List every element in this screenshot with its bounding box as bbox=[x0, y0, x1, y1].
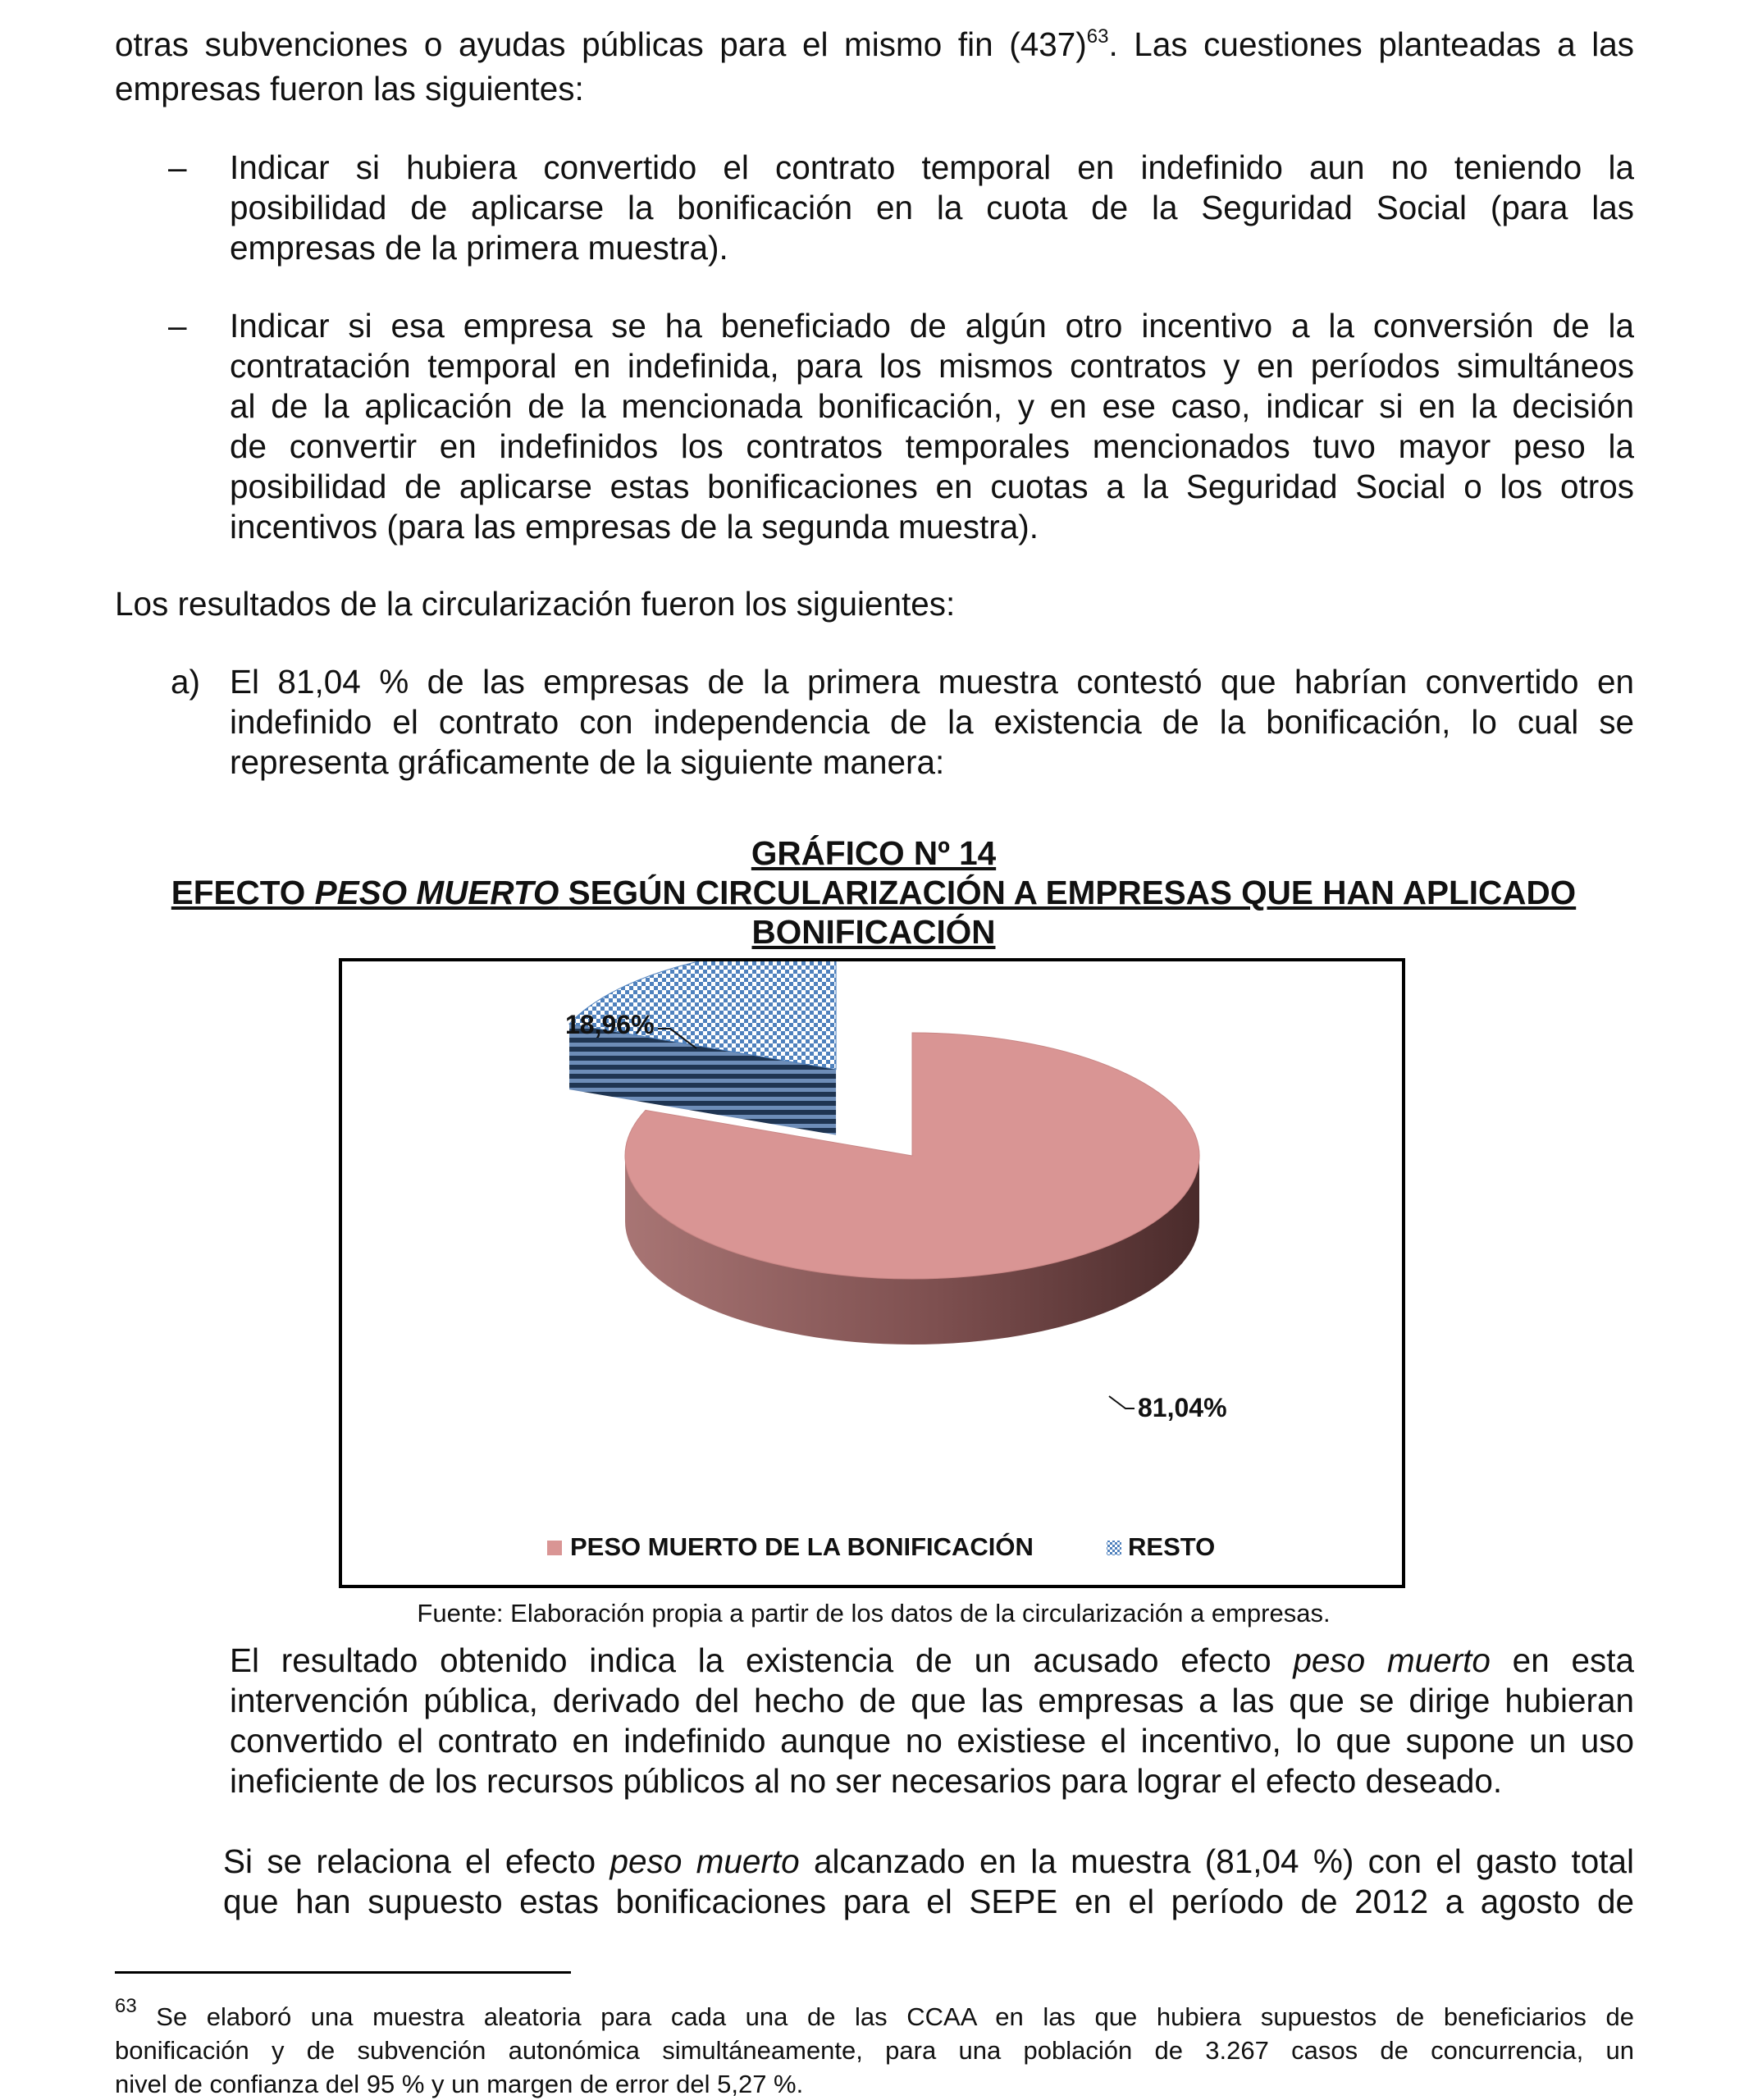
label-peso-muerto: 81,04% bbox=[1138, 1393, 1227, 1422]
intro-line-1: otras subvenciones o ayudas públicas para el mismo fin $(437)^{63}$. Las cuestiones planteadas a las bbox=[115, 25, 1634, 63]
para1-line-2: intervención pública, derivado del hecho de que las empresas a las que se dirige hubieran bbox=[230, 1682, 1634, 1719]
pie-chart-svg bbox=[342, 961, 1402, 1585]
chart-source: Fuente: Elaboración propia a partir de los datos de la circularización a empresas. bbox=[417, 1599, 1331, 1628]
bullet-2-line-2: contratación temporal en indefinida, para los mismos contratos y en períodos simultáneos bbox=[230, 347, 1634, 385]
chart-title-line-3: BONIFICACIÓN bbox=[751, 913, 996, 951]
item-a-line-2: indefinido el contrato con independencia de la existencia de la bonificación, lo cual se bbox=[230, 703, 1634, 741]
legend-label-peso-muerto: PESO MUERTO DE LA BONIFICACIÓN bbox=[570, 1532, 1034, 1561]
bullet-1-line-1: Indicar si hubiera convertido el contrato temporal en indefinido aun no teniendo la bbox=[230, 148, 1634, 186]
bullet-2-line-6: incentivos (para las empresas de la segunda muestra). bbox=[230, 508, 1039, 546]
footnote-line-2: bonificación y de subvención autonómica simultáneamente, para una población de 3.267 casos de concurrencia, un bbox=[115, 2036, 1634, 2065]
item-a-marker: a) bbox=[171, 663, 201, 701]
footnote-ref[interactable]: 63 bbox=[1086, 25, 1109, 48]
item-a-line-3: representa gráficamente de la siguiente manera: bbox=[230, 743, 945, 781]
footnote-line-1: $^{63}$ Se elaboró una muestra aleatoria para cada una de las CCAA en las que hubiera supuestos de beneficiarios de bbox=[115, 1995, 1634, 2031]
footnote-separator bbox=[115, 1971, 571, 1974]
footnote-line-3: nivel de confianza del 95 % y un margen de error del 5,27 %. bbox=[115, 2070, 804, 2098]
pie-chart bbox=[339, 958, 1405, 1588]
bullet-2-line-4: de convertir en indefinidos los contratos temporales mencionados tuvo mayor peso la bbox=[230, 427, 1634, 465]
leader-peso-muerto bbox=[1109, 1396, 1135, 1408]
results-intro: Los resultados de la circularización fueron los siguientes: bbox=[115, 585, 956, 623]
footnote-number: 63 bbox=[115, 1995, 137, 2017]
bullet-dash: – bbox=[168, 307, 187, 345]
para2-line-2: que han supuesto estas bonificaciones para el SEPE en el período de 2012 a agosto de bbox=[223, 1883, 1634, 1920]
chart-number: GRÁFICO Nº 14 bbox=[751, 834, 997, 872]
legend-label-resto: RESTO bbox=[1128, 1532, 1216, 1561]
para1-line-3: convertido el contrato en indefinido aunque no existiese el incentivo, lo que supone un uso bbox=[230, 1722, 1634, 1760]
label-resto: 18,96% bbox=[565, 1010, 655, 1039]
bullet-dash: – bbox=[168, 148, 187, 186]
para1-line-4: ineficiente de los recursos públicos al no ser necesarios para lograr el efecto deseado. bbox=[230, 1762, 1503, 1800]
para2-line-1: Si se relaciona el efecto peso muerto alcanzado en la muestra (81,04 %) con el gasto total bbox=[223, 1842, 1635, 1880]
bullet-1-line-2: posibilidad de aplicarse la bonificación en la cuota de la Seguridad Social (para las bbox=[230, 189, 1634, 226]
para1-line-1: El resultado obtenido indica la existencia de un acusado efecto peso muerto en esta bbox=[230, 1641, 1635, 1679]
chart-title: EFECTO PESO MUERTO SEGÚN CIRCULARIZACIÓN A EMPRESAS QUE HAN APLICADO bbox=[171, 874, 1577, 911]
legend-swatch-resto bbox=[1107, 1541, 1121, 1555]
item-a-line-1: El 81,04 % de las empresas de la primera muestra contestó que habrían convertido en bbox=[230, 663, 1634, 701]
intro-line-2: empresas fueron las siguientes: bbox=[115, 70, 584, 107]
bullet-2-line-3: al de la aplicación de la mencionada bonificación, y en ese caso, indicar si en la decisión bbox=[230, 387, 1634, 425]
bullet-2-line-1: Indicar si esa empresa se ha beneficiado de algún otro incentivo a la conversión de la bbox=[230, 307, 1634, 345]
legend-swatch-peso-muerto bbox=[547, 1541, 562, 1555]
bullet-2-line-5: posibilidad de aplicarse estas bonificaciones en cuotas a la Seguridad Social o los otros bbox=[230, 468, 1634, 505]
bullet-1-line-3: empresas de la primera muestra). bbox=[230, 229, 728, 267]
